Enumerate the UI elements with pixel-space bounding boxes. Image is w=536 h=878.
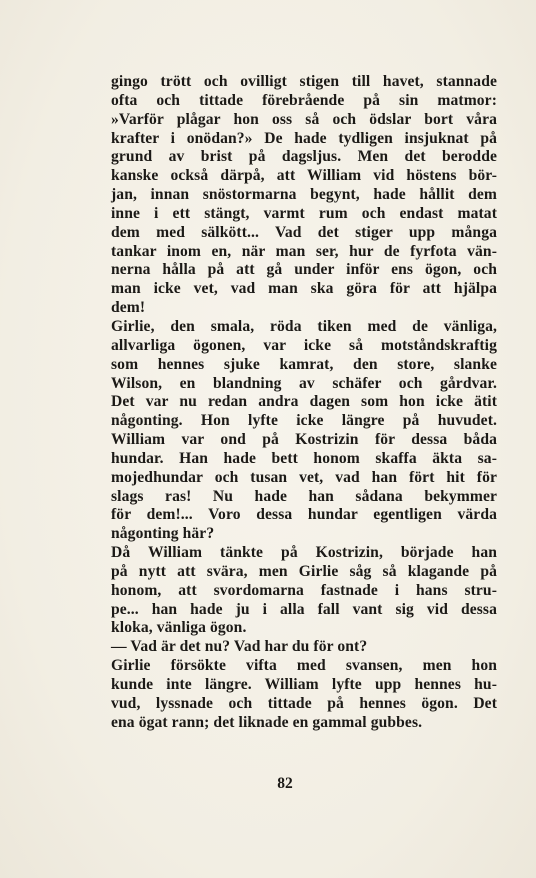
- text-line: jan, innan snöstormarna begynt, hade hållit dem: [111, 186, 497, 204]
- text-line: — Vad är det nu? Vad har du för ont?: [111, 638, 368, 656]
- text-line: dem med sälkött... Vad det stiger upp många: [111, 223, 497, 241]
- text-line: Wilson, en blandning av schäfer och gårdvar.: [111, 374, 497, 392]
- text-line: kloka, vänliga ögon.: [111, 619, 247, 637]
- page-number: 82: [277, 775, 293, 792]
- text-line: pe... han hade ju i alla fall vant sig vid dessa: [111, 600, 497, 618]
- text-line: dem!: [111, 299, 146, 317]
- body-text: [111, 73, 497, 733]
- text-line: för dem!... Voro dessa hundar egentligen värda: [111, 506, 497, 524]
- text-line: någonting. Hon lyfte icke längre på huvudet.: [111, 412, 497, 430]
- text-line: Det var nu redan andra dagen som hon icke ätit: [111, 393, 497, 411]
- text-line: Då William tänkte på Kostrizin, började han: [111, 544, 497, 562]
- text-line: William var ond på Kostrizin för dessa båda: [111, 431, 497, 449]
- text-line: »Varför plågar hon oss så och ödslar bort våra: [111, 110, 497, 128]
- text-line: vud, lyssnade och tittade på hennes ögon. Det: [111, 694, 497, 712]
- text-line: grund av brist på dagsljus. Men det berodde: [111, 148, 497, 166]
- text-line: Girlie, den smala, röda tiken med de vänliga,: [111, 317, 497, 335]
- text-line: ofta och tittade förebrående på sin matmor:: [111, 91, 497, 109]
- text-line: honom, att svordomarna fastnade i hans stru-: [111, 581, 497, 599]
- text-line: på nytt att svära, men Girlie såg så klagande på: [111, 562, 497, 580]
- text-line: mojedhundar och tusan vet, vad han fört hit för: [111, 468, 497, 486]
- text-line: inne i ett stängt, varmt rum och endast matat: [111, 204, 497, 222]
- text-line: allvarliga ögonen, var icke så motståndskraftig: [111, 336, 497, 354]
- text-line: slags ras! Nu hade han sådana bekymmer: [111, 487, 497, 505]
- text-line: kunde inte längre. William lyfte upp hennes hu-: [111, 676, 497, 693]
- text-line: krafter i onödan?» De hade tydligen insjuknat på: [111, 129, 497, 147]
- text-line: någonting här?: [111, 525, 215, 543]
- text-line: ena ögat rann; det liknade en gammal gubbes.: [111, 713, 423, 731]
- text-line: tankar inom en, när man ser, hur de fyrfota vän-: [111, 242, 497, 260]
- text-line: hundar. Han hade bett honom skaffa äkta sa-: [111, 449, 497, 467]
- text-line: man icke vet, vad man ska göra för att hjälpa: [111, 280, 497, 298]
- text-line: nerna hålla på att gå under inför ens ögon, och: [111, 261, 497, 279]
- text-line: Girlie försökte vifta med svansen, men hon: [111, 657, 497, 675]
- text-line: som hennes sjuke kamrat, den store, slanke: [111, 355, 497, 373]
- text-line: kanske också därpå, att William vid höstens bör-: [111, 167, 497, 185]
- text-line: gingo trött och ovilligt stigen till havet, stannade: [111, 73, 497, 90]
